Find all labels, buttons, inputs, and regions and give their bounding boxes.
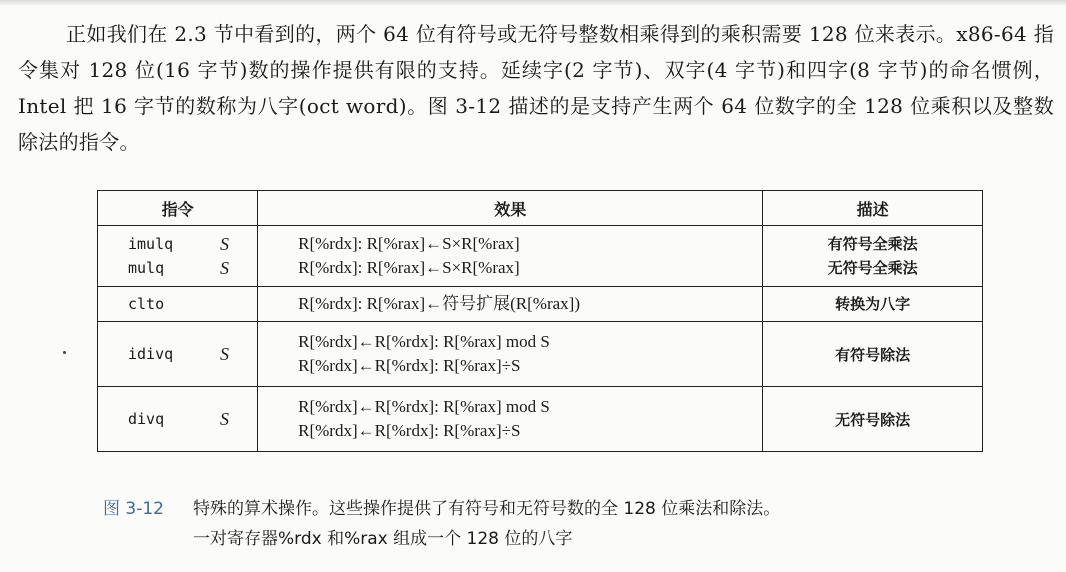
effect-line: R[%rdx]←R[%rdx]: R[%rax] mod S	[298, 332, 550, 351]
description-line: 无符号全乘法	[827, 259, 918, 277]
figure-number: 图 3-12	[103, 499, 164, 519]
body-paragraph	[18, 16, 1054, 160]
instruction-table	[97, 190, 983, 452]
description-cell: 无符号除法	[763, 387, 983, 452]
instruction-line	[98, 395, 257, 443]
instruction-line	[98, 292, 257, 316]
caption-text-2: 一对寄存器%rdx 和%rax 组成一个 128 位的八字	[193, 529, 573, 549]
instruction-mnemonic: mulq	[128, 259, 165, 277]
effect-line: R[%rdx]: R[%rax]←S×R[%rax]	[298, 234, 520, 253]
effect-cell	[258, 322, 763, 387]
effect-line: R[%rdx]←R[%rdx]: R[%rax]÷S	[298, 421, 521, 440]
effect-line: R[%rdx]: R[%rax]←符号扩展(R[%rax])	[298, 294, 580, 313]
description-cell: 有符号除法	[763, 322, 983, 387]
effect-cell	[258, 287, 763, 322]
instruction-cell	[98, 387, 258, 452]
instruction-operand: S	[220, 258, 229, 278]
instruction-mnemonic: divq	[128, 410, 165, 428]
instruction-cell	[98, 226, 258, 287]
instruction-cell	[98, 287, 258, 322]
header-description: 描述	[763, 191, 983, 226]
table-row-clto	[98, 287, 983, 322]
body-paragraph-text: 正如我们在 2.3 节中看到的，两个 64 位有符号或无符号整数相乘得到的乘积需要 128 位来表示。x86-64 指令集对 128 位(16 字节)数的操作提供有限的支持。延续字(2 字节)、双字(4 字节)和四字(8 字节)的命名惯例，Intel 把 16 字节的数称为八字(oct word)。图 3-12 描述的是支持产生两个 64 位数字的全 128 位乘积以及整数除法的指令。	[18, 22, 1054, 154]
table-header-row	[98, 191, 983, 226]
caption-text-1: 特殊的算术操作。这些操作提供了有符号和无符号数的全 128 位乘法和除法。	[193, 499, 781, 519]
instruction-operand: S	[220, 409, 229, 429]
stray-mark	[63, 351, 66, 354]
effect-cell	[258, 226, 763, 287]
effect-line: R[%rdx]: R[%rax]←S×R[%rax]	[298, 258, 520, 277]
effect-line: R[%rdx]←R[%rdx]: R[%rax] mod S	[298, 397, 550, 416]
instruction-line	[98, 232, 257, 256]
description-line: 有符号全乘法	[827, 235, 918, 253]
table-row-multiply	[98, 226, 983, 287]
figure-caption	[103, 494, 780, 554]
page-top-edge	[0, 0, 1066, 6]
instruction-mnemonic: clto	[128, 295, 165, 313]
instruction-line	[98, 256, 257, 280]
instruction-cell	[98, 322, 258, 387]
effect-line: R[%rdx]←R[%rdx]: R[%rax]÷S	[298, 356, 521, 375]
caption-line-1	[103, 494, 780, 524]
table-row-idivq	[98, 322, 983, 387]
description-line: 转换为八字	[835, 295, 911, 313]
table-row-divq	[98, 387, 983, 452]
instruction-operand: S	[220, 344, 229, 364]
description-cell	[763, 287, 983, 322]
instruction-mnemonic: idivq	[128, 345, 174, 363]
effect-cell	[258, 387, 763, 452]
instruction-line	[98, 330, 257, 378]
header-effect: 效果	[258, 191, 763, 226]
instruction-mnemonic: imulq	[128, 235, 174, 253]
instruction-operand: S	[220, 234, 229, 254]
header-instruction: 指令	[98, 191, 258, 226]
description-cell	[763, 226, 983, 287]
